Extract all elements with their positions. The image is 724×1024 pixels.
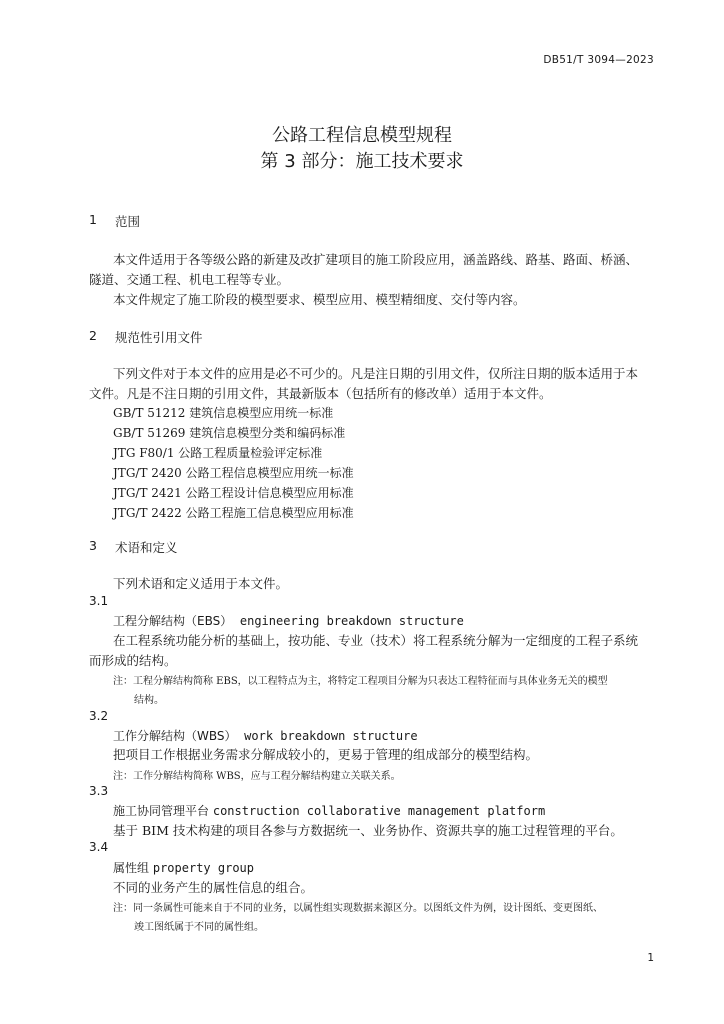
- normative-refs-intro-line-2: 文件。凡是不注日期的引用文件，其最新版本（包括所有的修改单）适用于本文件。: [89, 386, 552, 401]
- section-2-number: 2: [89, 328, 97, 343]
- term-number: 3.1: [89, 594, 109, 608]
- scope-paragraph-1-line-2: 隧道、交通工程、机电工程等专业。: [89, 272, 290, 287]
- term-en-name: property group: [152, 861, 254, 875]
- term-definition-line-1: 在工程系统功能分析的基础上，按功能、专业（技术）将工程系统分解为一定细度的工程子系统: [113, 633, 639, 648]
- reference-item: GB/T 51212 建筑信息模型应用统一标准: [113, 406, 334, 420]
- term-en-name: construction collaborative management platform: [212, 804, 546, 818]
- scope-paragraph-2: 本文件规定了施工阶段的模型要求、模型应用、模型精细度、交付等内容。: [113, 292, 526, 307]
- term-number: 3.2: [89, 709, 109, 723]
- term-zh-name: 属性组: [113, 861, 150, 875]
- terms-intro: 下列术语和定义适用于本文件。: [113, 576, 289, 591]
- term-zh-name: 施工协同管理平台: [113, 804, 210, 818]
- section-1-title: 范围: [115, 214, 141, 229]
- term-definition-line-1: 把项目工作根据业务需求分解成较小的，更易于管理的组成部分的模型结构。: [113, 747, 539, 762]
- term-heading: [113, 727, 418, 744]
- term-note-line-1: 注：同一条属性可能来自于不同的业务，以属性组实现数据来源区分。以图纸文件为例，设计图纸、变更图纸、: [113, 903, 603, 914]
- document-subtitle: 第 3 部分：施工技术要求: [260, 151, 464, 172]
- page-number: 1: [647, 952, 654, 964]
- term-definition-line-2: 而形成的结构。: [89, 653, 177, 668]
- term-number: 3.3: [89, 784, 109, 798]
- term-heading: [113, 802, 545, 819]
- term-note-line-2: 结构。: [134, 695, 164, 706]
- term-definition-line-1: 不同的业务产生的属性信息的组合。: [113, 880, 314, 895]
- term-number: 3.4: [89, 840, 109, 854]
- term-note-line-1: 注：工作分解结构简称 WBS，应与工程分解结构建立关联关系。: [113, 771, 401, 782]
- term-note-line-1: 注：工程分解结构简称 EBS，以工程特点为主，将特定工程项目分解为只表达工程特征而与具体业务无关的模型: [113, 676, 608, 687]
- reference-item: JTG F80/1 公路工程质量检验评定标准: [113, 446, 323, 460]
- section-2-title: 规范性引用文件: [115, 330, 203, 345]
- term-en-name: work breakdown structure: [244, 729, 418, 743]
- section-1-number: 1: [89, 212, 97, 227]
- document-title: 公路工程信息模型规程: [272, 125, 452, 146]
- document-code: DB51/T 3094—2023: [543, 54, 654, 66]
- reference-item: JTG/T 2421 公路工程设计信息模型应用标准: [113, 486, 354, 500]
- term-definition-line-1: 基于 BIM 技术构建的项目各参与方数据统一、业务协作、资源共享的施工过程管理的平台。: [113, 823, 623, 838]
- reference-item: GB/T 51269 建筑信息模型分类和编码标准: [113, 426, 346, 440]
- reference-item: JTG/T 2420 公路工程信息模型应用统一标准: [113, 466, 354, 480]
- term-zh-name: 工程分解结构（EBS）: [113, 614, 233, 628]
- section-3-number: 3: [89, 538, 97, 553]
- term-heading: [113, 612, 464, 629]
- term-note-line-2: 竣工图纸属于不同的属性组。: [134, 922, 264, 933]
- term-en-name: engineering breakdown structure: [239, 614, 464, 628]
- section-3-title: 术语和定义: [115, 540, 178, 555]
- scope-paragraph-1-line-1: 本文件适用于各等级公路的新建及改扩建项目的施工阶段应用，涵盖路线、路基、路面、桥涵、: [113, 252, 639, 267]
- term-zh-name: 工作分解结构（WBS）: [113, 729, 237, 743]
- normative-refs-intro-line-1: 下列文件对于本文件的应用是必不可少的。凡是注日期的引用文件，仅所注日期的版本适用于本: [113, 366, 639, 381]
- term-heading: [113, 859, 254, 876]
- reference-item: JTG/T 2422 公路工程施工信息模型应用标准: [113, 506, 354, 520]
